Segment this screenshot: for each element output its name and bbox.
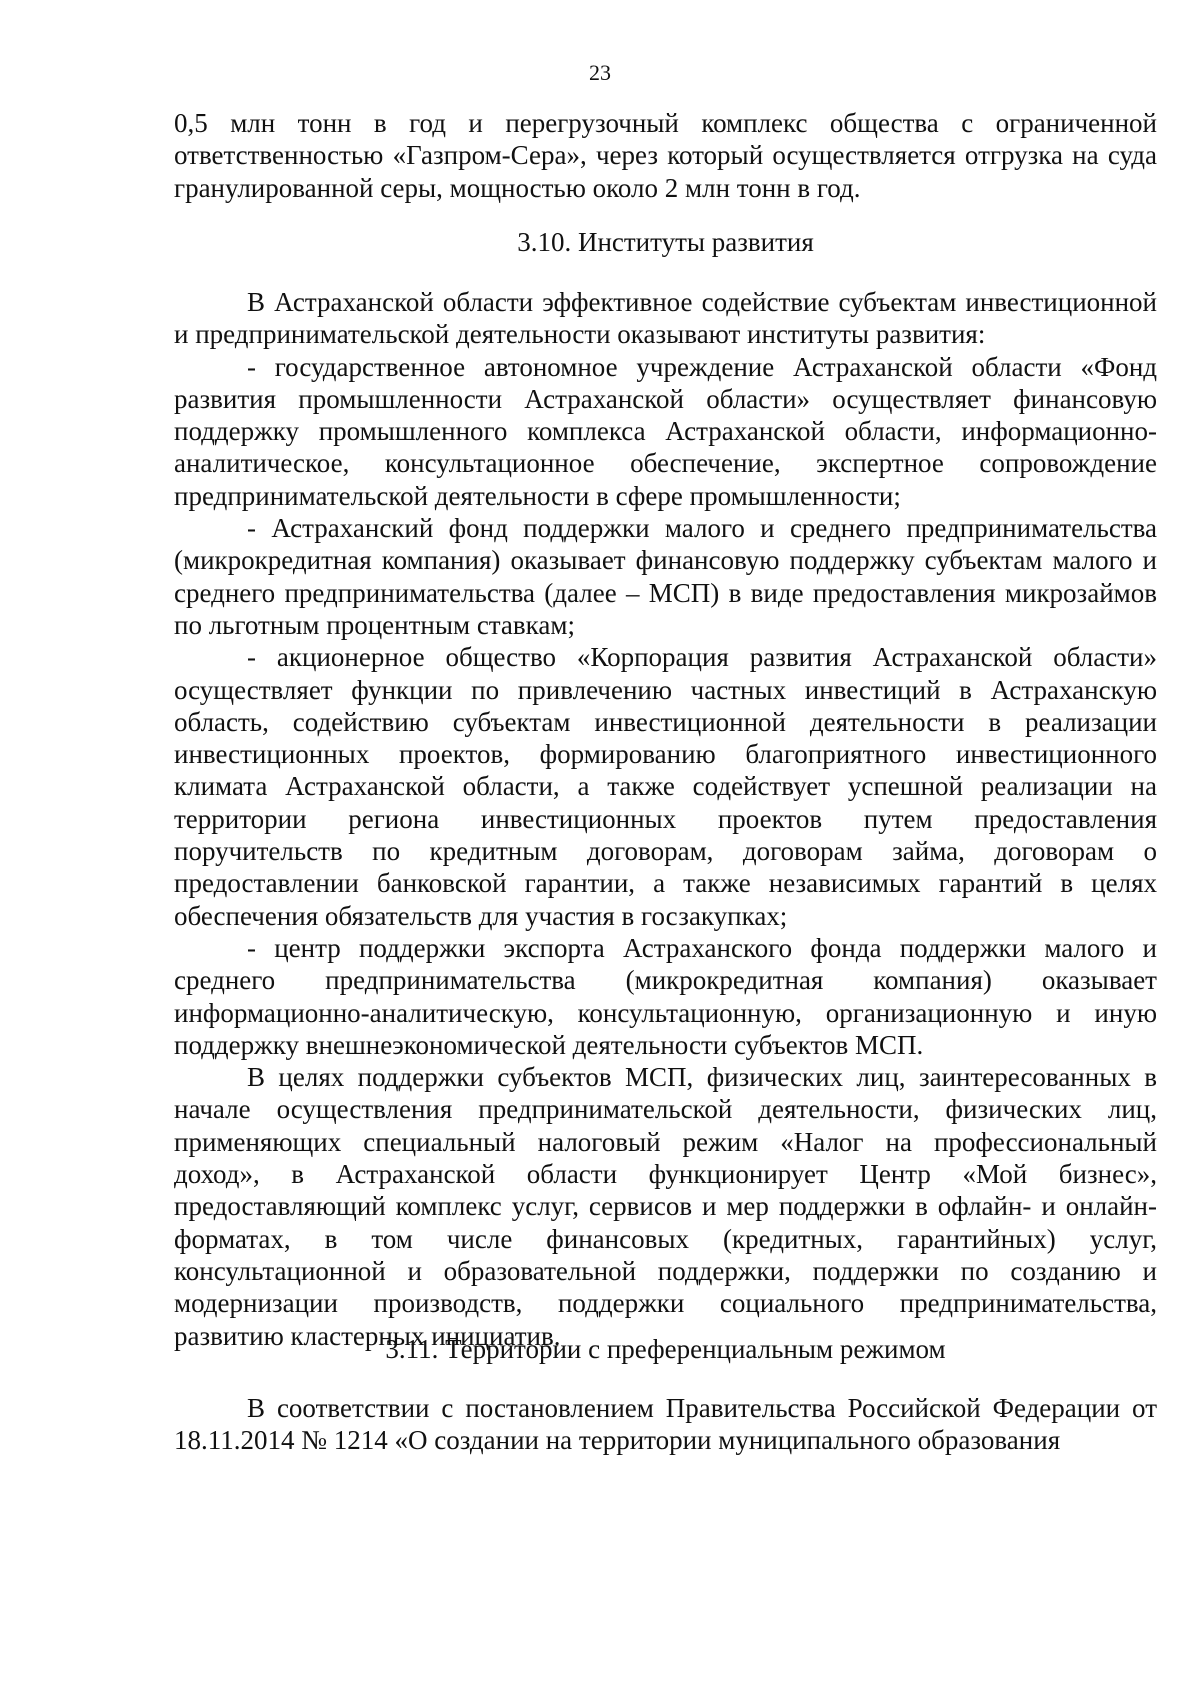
section-intro-paragraph: В соответствии с постановлением Правительства Российской Федерации от 18.11.2014 № 1214 «О создании на территории муниципального образования [174, 1393, 1157, 1456]
list-item: - центр поддержки экспорта Астраханского фонда поддержки малого и среднего предпринимательства (микрокредитная компания) оказывает информационно-аналитическую, консультационную, организационную и иную поддержку внешнеэкономической деятельности субъектов МСП. [174, 932, 1157, 1060]
page-number: 23 [589, 60, 611, 85]
section-heading-3-11: 3.11. Территории с преференциальным режимом [385, 1334, 946, 1364]
continuation-block [174, 107, 1157, 204]
closing-paragraph: В целях поддержки субъектов МСП, физических лиц, заинтересованных в начале осуществления предпринимательской деятельности, физических лиц, применяющих специальный налоговый режим «Налог на профессиональный доход», в Астраханской области функционирует Центр «Мой бизнес», предоставляющий комплекс услуг, сервисов и мер поддержки в офлайн- и онлайн-форматах, в том числе финансовых (кредитных, гарантийных) услуг, консультационной и образовательной поддержки, поддержки по созданию и модернизации производств, поддержки социального предпринимательства, развитию кластерных инициатив. [174, 1062, 1157, 1351]
section-3-11-body [174, 1392, 1157, 1457]
list-item: - Астраханский фонд поддержки малого и среднего предпринимательства (микрокредитная компания) оказывает финансовую поддержку субъектам малого и среднего предпринимательства (далее – МСП) в виде предоставления микрозаймов по льготным процентным ставкам; [174, 513, 1157, 640]
section-3-10-body [174, 286, 1157, 1352]
section-intro-paragraph: В Астраханской области эффективное содействие субъектам инвестиционной и предпринимательской деятельности оказывают институты развития: [174, 287, 1157, 350]
section-heading-3-10: 3.10. Институты развития [517, 227, 814, 257]
list-item: - государственное автономное учреждение Астраханской области «Фонд развития промышленности Астраханской области» осуществляет финансовую поддержку промышленного комплекса Астраханской области, информационно-аналитическое, консультационное обеспечение, экспертное сопровождение предпринимательской деятельности в сфере промышленности; [174, 351, 1157, 511]
continuation-paragraph: 0,5 млн тонн в год и перегрузочный комплекс общества с ограниченной ответственностью «Газпром-Сера», через который осуществляется отгрузка на суда гранулированной серы, мощностью около 2 млн тонн в год. [174, 108, 1157, 203]
list-item: - акционерное общество «Корпорация развития Астраханской области» осуществляет функции по привлечению частных инвестиций в Астраханскую область, содействию субъектам инвестиционной деятельности в реализации инвестиционных проектов, формированию благоприятного инвестиционного климата Астраханской области, а также содействует успешной реализации на территории региона инвестиционных проектов путем предоставления поручительств по кредитным договорам, договорам займа, договорам о предоставлении банковской гарантии, а также независимых гарантий в целях обеспечения обязательств для участия в госзакупках; [174, 642, 1157, 931]
